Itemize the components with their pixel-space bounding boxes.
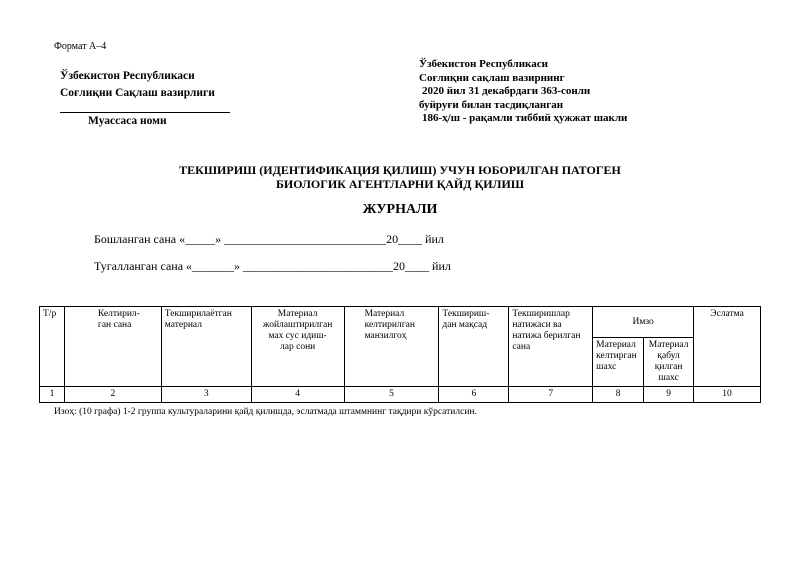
col-date-header: Келтирил- ган сана (64, 307, 161, 387)
table-cell: 10 (694, 387, 761, 403)
col-signature-header: Имзо (593, 307, 694, 338)
approval-line-5: 186-ҳ/ш - рақамли тиббий ҳужжат шакли (422, 112, 628, 125)
table-cell: 6 (439, 387, 509, 403)
table-cell: 5 (344, 387, 439, 403)
document-subtitle: ЖУРНАЛИ (362, 202, 438, 217)
table-number-row (40, 387, 761, 403)
title-line-1: ТЕКШИРИШ (ИДЕНТИФИКАЦИЯ ҚИЛИШ) УЧУН ЮБОРИЛГАН ПАТОГЕН (179, 163, 621, 177)
institution-label: Муассаса номи (88, 115, 167, 127)
table-cell: 1 (40, 387, 65, 403)
col-receiver-header: Материал қабул қилган шахс (644, 338, 694, 387)
table-cell: 2 (64, 387, 161, 403)
document-title (0, 163, 800, 191)
institution-line (60, 102, 230, 113)
left-header (60, 68, 230, 130)
republic-label: Ўзбекистон Республикаси (60, 70, 195, 82)
col-number-header: Т/р (40, 307, 65, 387)
journal-table (39, 306, 761, 403)
col-results-header: Текширишлар натижаси ва натижа берилган сана (509, 307, 593, 387)
table-cell: 9 (644, 387, 694, 403)
approval-line-1: Ўзбекистон Республикаси (419, 58, 548, 70)
table-header-row (40, 307, 761, 338)
col-location-header: Материал келтирилган манзилгоҳ (344, 307, 439, 387)
table-cell: 8 (593, 387, 644, 403)
table-cell: 4 (251, 387, 344, 403)
footnote: Изоҳ: (10 графа) 1-2 группа культураларини қайд қилишда, эслатмада штаммнинг тақдири кўрсатилсин. (54, 407, 477, 417)
ministry-label: Соғлиқни Сақлаш вазирлиги (60, 87, 215, 99)
approval-line-2: Соғлиқни сақлаш вазирнинг (419, 71, 565, 84)
col-deliverer-header: Материал келтирган шахс (593, 338, 644, 387)
title-line-2: БИОЛОГИК АГЕНТЛАРНИ ҚАЙД ҚИЛИШ (275, 177, 525, 191)
approval-line-4: буйруғи билан тасдиқланган (419, 98, 564, 111)
start-date-line: Бошланган сана «_____» ___________________________20____ йил (94, 232, 444, 246)
col-material-header: Текширилаётган материал (161, 307, 251, 387)
end-date-line: Тугалланган сана «_______» _________________________20____ йил (94, 259, 451, 273)
approval-line-3: 2020 йил 31 декабрдаги 363-сонли (422, 85, 591, 98)
col-purpose-header: Текшириш- дан мақсад (439, 307, 509, 387)
table-cell: 3 (161, 387, 251, 403)
col-containers-header: Материал жойлаштирилган мах сус идиш- лар сони (251, 307, 344, 387)
table-cell: 7 (509, 387, 593, 403)
col-notes-header: Эслатма (694, 307, 761, 387)
format-label: Формат А–4 (54, 41, 107, 52)
approval-block (419, 58, 627, 126)
